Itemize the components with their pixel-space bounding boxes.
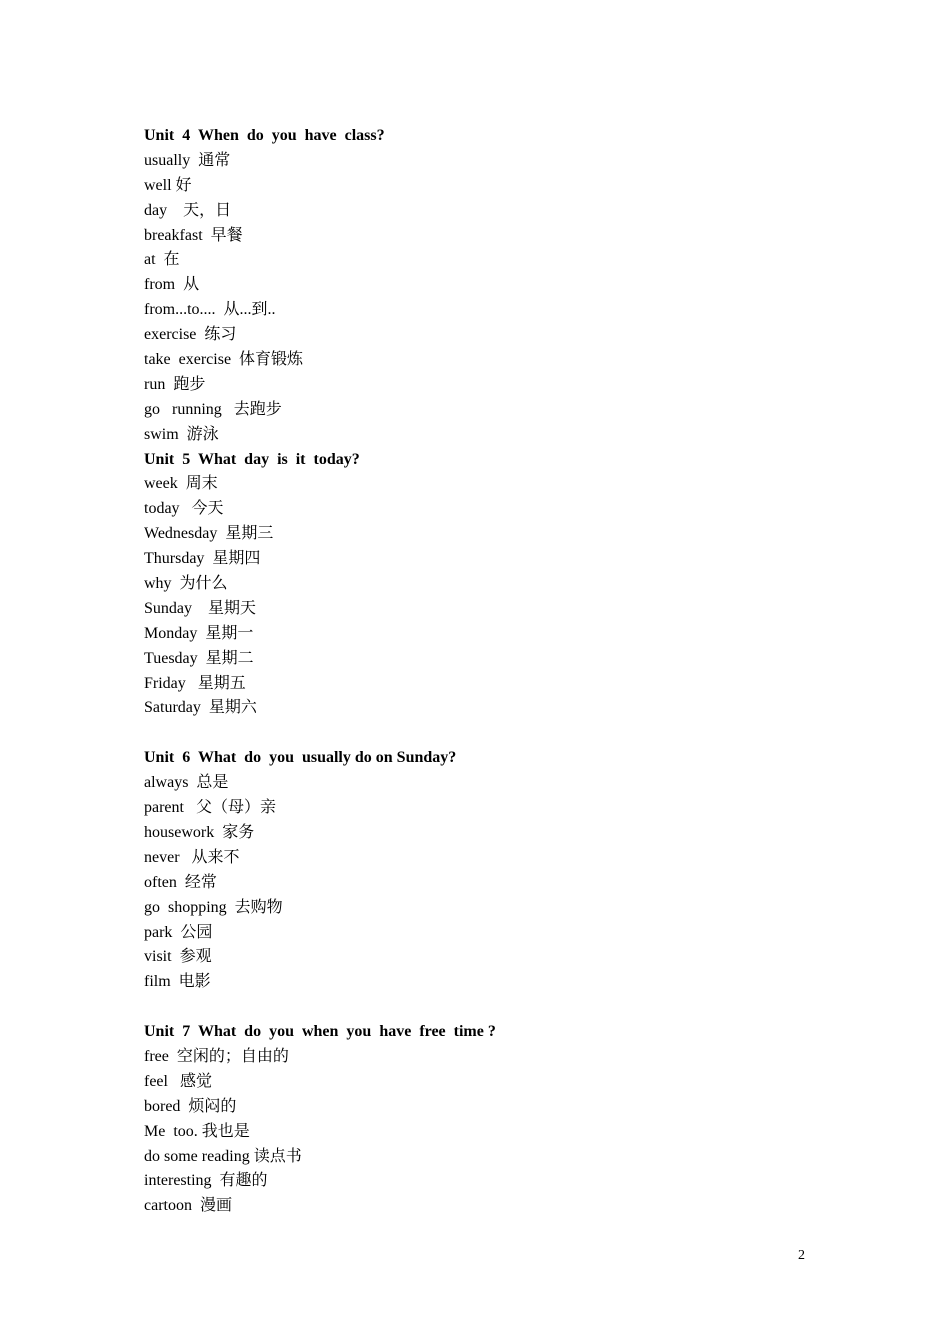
vocabulary-entry: from...to.... 从...到.. xyxy=(144,301,276,319)
blank-line xyxy=(144,995,824,1020)
unit-heading: Unit 5 What day is it today? xyxy=(144,450,360,468)
blank-line xyxy=(144,721,824,746)
vocabulary-entry: feel 感觉 xyxy=(144,1072,212,1090)
vocabulary-entry: park 公园 xyxy=(144,923,213,941)
vocabulary-entry: Friday 星期五 xyxy=(144,674,246,692)
vocabulary-entry: interesting 有趣的 xyxy=(144,1172,268,1190)
vocabulary-entry: day 天，日 xyxy=(144,201,232,219)
unit-heading: Unit 6 What do you usually do on Sunday? xyxy=(144,749,457,767)
vocabulary-entry: film 电影 xyxy=(144,973,211,991)
vocabulary-entry: Thursday 星期四 xyxy=(144,550,261,568)
vocabulary-entry: breakfast 早餐 xyxy=(144,226,243,244)
vocabulary-entry: why 为什么 xyxy=(144,575,228,593)
vocabulary-entry: from 从 xyxy=(144,276,200,294)
vocabulary-entry: go shopping 去购物 xyxy=(144,898,283,916)
vocabulary-entry: Monday 星期一 xyxy=(144,624,254,642)
vocabulary-entry: do some reading 读点书 xyxy=(144,1147,302,1165)
vocabulary-entry: swim 游泳 xyxy=(144,425,219,443)
vocabulary-entry: visit 参观 xyxy=(144,948,212,966)
vocabulary-entry: always 总是 xyxy=(144,774,229,792)
vocabulary-entry: run 跑步 xyxy=(144,375,206,393)
vocabulary-entry: Sunday 星期天 xyxy=(144,599,257,617)
vocabulary-list xyxy=(144,124,824,1219)
vocabulary-entry: well 好 xyxy=(144,176,192,194)
vocabulary-entry: take exercise 体育锻炼 xyxy=(144,351,304,369)
vocabulary-entry: usually 通常 xyxy=(144,151,231,169)
vocabulary-entry: often 经常 xyxy=(144,873,217,891)
vocabulary-entry: never 从来不 xyxy=(144,848,240,866)
vocabulary-entry: Me too. 我也是 xyxy=(144,1122,250,1140)
vocabulary-entry: cartoon 漫画 xyxy=(144,1197,232,1215)
vocabulary-entry: today 今天 xyxy=(144,500,224,518)
vocabulary-entry: Tuesday 星期二 xyxy=(144,649,254,667)
vocabulary-entry: week 周末 xyxy=(144,475,218,493)
page-number: 2 xyxy=(798,1248,805,1263)
vocabulary-entry: housework 家务 xyxy=(144,823,255,841)
unit-heading: Unit 7 What do you when you have free time ? xyxy=(144,1023,496,1041)
vocabulary-entry: Wednesday 星期三 xyxy=(144,525,274,543)
vocabulary-entry: free 空闲的；自由的 xyxy=(144,1047,289,1065)
unit-heading: Unit 4 When do you have class? xyxy=(144,127,385,144)
vocabulary-entry: parent 父（母）亲 xyxy=(144,799,276,817)
vocabulary-entry: go running 去跑步 xyxy=(144,400,282,418)
vocabulary-entry: at 在 xyxy=(144,251,180,269)
vocabulary-entry: exercise 练习 xyxy=(144,326,237,344)
vocabulary-entry: Saturday 星期六 xyxy=(144,699,257,717)
vocabulary-entry: bored 烦闷的 xyxy=(144,1097,237,1115)
